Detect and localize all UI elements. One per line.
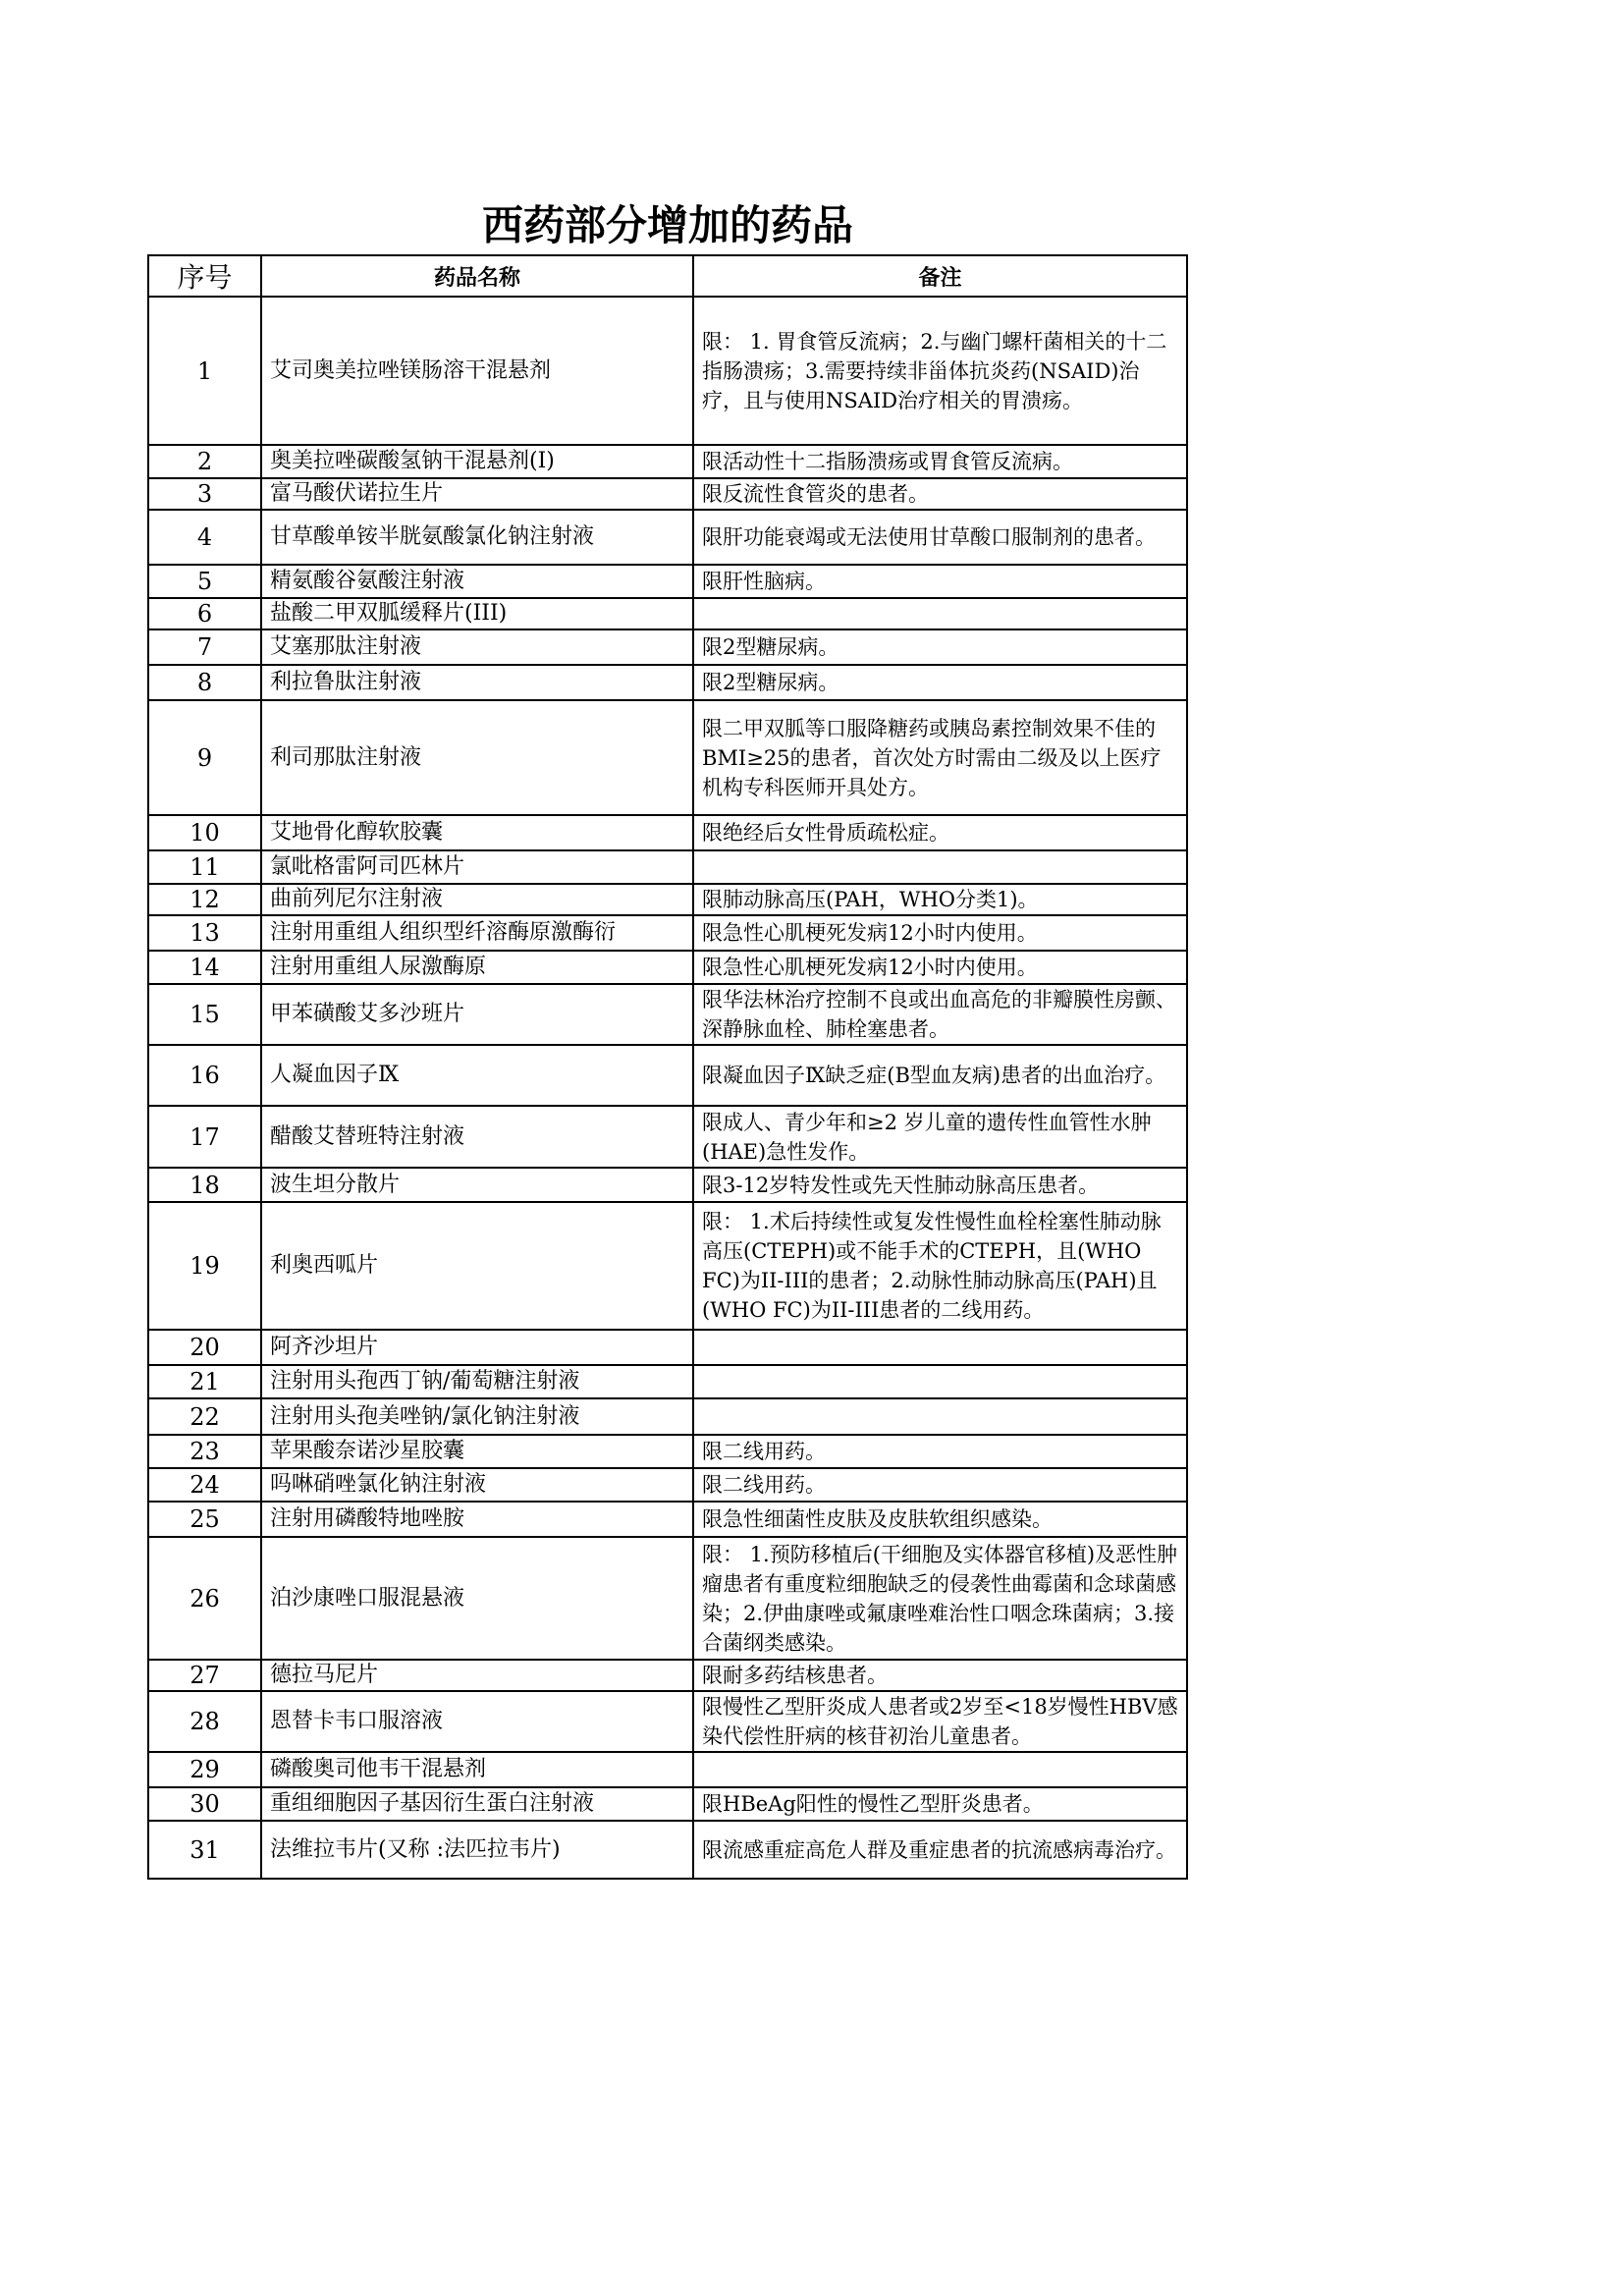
row-number: 13 xyxy=(148,915,261,951)
row-number: 7 xyxy=(148,629,261,665)
row-number: 17 xyxy=(148,1106,261,1168)
row-number: 14 xyxy=(148,951,261,984)
table-row xyxy=(148,1537,1187,1660)
row-number: 4 xyxy=(148,510,261,565)
row-number: 12 xyxy=(148,884,261,915)
drug-name: 注射用重组人组织型纤溶酶原激酶衍 xyxy=(261,915,693,951)
row-number: 3 xyxy=(148,478,261,510)
drug-name: 吗啉硝唑氯化钠注射液 xyxy=(261,1468,693,1502)
page-title: 西药部分增加的药品 xyxy=(481,201,853,249)
drug-name: 曲前列尼尔注射液 xyxy=(261,884,693,915)
drug-note xyxy=(693,850,1187,884)
row-number: 5 xyxy=(148,565,261,598)
row-number: 20 xyxy=(148,1330,261,1365)
drug-name: 法维拉韦片(又称 :法匹拉韦片) xyxy=(261,1821,693,1879)
drug-name: 奥美拉唑碳酸氢钠干混悬剂(Ⅰ) xyxy=(261,445,693,478)
drug-note: 限肺动脉高压(PAH，WHO分类1)。 xyxy=(693,884,1187,915)
table-row xyxy=(148,1106,1187,1168)
table-row xyxy=(148,1821,1187,1879)
table-row xyxy=(148,629,1187,665)
table-row xyxy=(148,1330,1187,1365)
drug-note: 限肝功能衰竭或无法使用甘草酸口服制剂的患者。 xyxy=(693,510,1187,565)
header-no: 序号 xyxy=(148,255,261,297)
drug-note: 限慢性乙型肝炎成人患者或2岁至<18岁慢性HBV感染代偿性肝病的核苷初治儿童患者。 xyxy=(693,1691,1187,1752)
table-row xyxy=(148,1365,1187,1398)
drug-note: 限华法林治疗控制不良或出血高危的非瓣膜性房颤、深静脉血栓、肺栓塞患者。 xyxy=(693,984,1187,1045)
drug-name: 注射用头孢美唑钠/氯化钠注射液 xyxy=(261,1398,693,1435)
row-number: 27 xyxy=(148,1660,261,1691)
table-row xyxy=(148,665,1187,700)
table-row xyxy=(148,915,1187,951)
drug-name: 盐酸二甲双胍缓释片(III) xyxy=(261,598,693,629)
table-row xyxy=(148,510,1187,565)
row-number: 26 xyxy=(148,1537,261,1660)
drug-note xyxy=(693,1398,1187,1435)
row-number: 2 xyxy=(148,445,261,478)
table-header-row xyxy=(148,255,1187,297)
drug-name: 利拉鲁肽注射液 xyxy=(261,665,693,700)
table-row xyxy=(148,815,1187,850)
drug-note xyxy=(693,598,1187,629)
row-number: 24 xyxy=(148,1468,261,1502)
drug-name: 艾塞那肽注射液 xyxy=(261,629,693,665)
drug-name: 醋酸艾替班特注射液 xyxy=(261,1106,693,1168)
drug-name: 磷酸奥司他韦干混悬剂 xyxy=(261,1752,693,1787)
table-row xyxy=(148,1202,1187,1330)
drug-note: 限急性心肌梗死发病12小时内使用。 xyxy=(693,915,1187,951)
table-row xyxy=(148,1398,1187,1435)
drug-note xyxy=(693,1330,1187,1365)
drug-note: 限成人、青少年和≥2 岁儿童的遗传性血管性水肿(HAE)急性发作。 xyxy=(693,1106,1187,1168)
table-row xyxy=(148,1691,1187,1752)
drug-note: 限凝血因子Ⅸ缺乏症(B型血友病)患者的出血治疗。 xyxy=(693,1045,1187,1106)
table-row xyxy=(148,1502,1187,1537)
drug-name: 氯吡格雷阿司匹林片 xyxy=(261,850,693,884)
drug-note xyxy=(693,1752,1187,1787)
drug-name: 德拉马尼片 xyxy=(261,1660,693,1691)
drug-name: 甘草酸单铵半胱氨酸氯化钠注射液 xyxy=(261,510,693,565)
table-row xyxy=(148,1752,1187,1787)
drug-name: 富马酸伏诺拉生片 xyxy=(261,478,693,510)
row-number: 21 xyxy=(148,1365,261,1398)
table-row xyxy=(148,297,1187,445)
drug-name: 阿齐沙坦片 xyxy=(261,1330,693,1365)
drug-note: 限HBeAg阳性的慢性乙型肝炎患者。 xyxy=(693,1787,1187,1821)
drug-name: 注射用磷酸特地唑胺 xyxy=(261,1502,693,1537)
drug-note: 限二线用药。 xyxy=(693,1468,1187,1502)
table-row xyxy=(148,1168,1187,1202)
table-row xyxy=(148,850,1187,884)
drug-name: 艾地骨化醇软胶囊 xyxy=(261,815,693,850)
row-number: 9 xyxy=(148,700,261,815)
drug-name: 注射用重组人尿激酶原 xyxy=(261,951,693,984)
drug-name: 恩替卡韦口服溶液 xyxy=(261,1691,693,1752)
drug-note: 限急性心肌梗死发病12小时内使用。 xyxy=(693,951,1187,984)
table-body xyxy=(148,297,1187,1879)
row-number: 28 xyxy=(148,1691,261,1752)
drug-note: 限反流性食管炎的患者。 xyxy=(693,478,1187,510)
drug-note: 限3-12岁特发性或先天性肺动脉高压患者。 xyxy=(693,1168,1187,1202)
table-row xyxy=(148,598,1187,629)
drug-note: 限二线用药。 xyxy=(693,1435,1187,1468)
table-row xyxy=(148,1787,1187,1821)
row-number: 1 xyxy=(148,297,261,445)
drug-name: 利司那肽注射液 xyxy=(261,700,693,815)
row-number: 30 xyxy=(148,1787,261,1821)
drug-note: 限肝性脑病。 xyxy=(693,565,1187,598)
drug-name: 精氨酸谷氨酸注射液 xyxy=(261,565,693,598)
drug-note: 限： 1.术后持续性或复发性慢性血栓栓塞性肺动脉高压(CTEPH)或不能手术的CTEPH，且(WHO FC)为II-III的患者；2.动脉性肺动脉高压(PAH)且(WHO FC)为II-III患者的二线用药。 xyxy=(693,1202,1187,1330)
drug-note: 限绝经后女性骨质疏松症。 xyxy=(693,815,1187,850)
table-row xyxy=(148,951,1187,984)
drug-name: 人凝血因子Ⅸ xyxy=(261,1045,693,1106)
table-row xyxy=(148,884,1187,915)
row-number: 25 xyxy=(148,1502,261,1537)
drug-note xyxy=(693,1365,1187,1398)
row-number: 18 xyxy=(148,1168,261,1202)
row-number: 8 xyxy=(148,665,261,700)
table-row xyxy=(148,1435,1187,1468)
drug-name: 波生坦分散片 xyxy=(261,1168,693,1202)
header-name: 药品名称 xyxy=(261,255,693,297)
drug-note: 限： 1.预防移植后(干细胞及实体器官移植)及恶性肿瘤患者有重度粒细胞缺乏的侵袭性曲霉菌和念球菌感染；2.伊曲康唑或氟康唑难治性口咽念珠菌病；3.接合菌纲类感染。 xyxy=(693,1537,1187,1660)
row-number: 11 xyxy=(148,850,261,884)
drug-name: 重组细胞因子基因衍生蛋白注射液 xyxy=(261,1787,693,1821)
table-row xyxy=(148,1468,1187,1502)
table-row xyxy=(148,984,1187,1045)
table-row xyxy=(148,565,1187,598)
table-row xyxy=(148,478,1187,510)
row-number: 15 xyxy=(148,984,261,1045)
row-number: 16 xyxy=(148,1045,261,1106)
drug-table xyxy=(147,254,1188,1880)
header-note: 备注 xyxy=(693,255,1187,297)
row-number: 29 xyxy=(148,1752,261,1787)
row-number: 6 xyxy=(148,598,261,629)
row-number: 31 xyxy=(148,1821,261,1879)
drug-name: 艾司奥美拉唑镁肠溶干混悬剂 xyxy=(261,297,693,445)
drug-note: 限耐多药结核患者。 xyxy=(693,1660,1187,1691)
drug-note: 限2型糖尿病。 xyxy=(693,665,1187,700)
table-row xyxy=(148,445,1187,478)
table-row xyxy=(148,700,1187,815)
drug-note: 限： 1. 胃食管反流病；2.与幽门螺杆菌相关的十二指肠溃疡；3.需要持续非甾体抗炎药(NSAID)治疗，且与使用NSAID治疗相关的胃溃疡。 xyxy=(693,297,1187,445)
drug-note: 限流感重症高危人群及重症患者的抗流感病毒治疗。 xyxy=(693,1821,1187,1879)
drug-note: 限活动性十二指肠溃疡或胃食管反流病。 xyxy=(693,445,1187,478)
drug-note: 限2型糖尿病。 xyxy=(693,629,1187,665)
row-number: 10 xyxy=(148,815,261,850)
drug-name: 泊沙康唑口服混悬液 xyxy=(261,1537,693,1660)
drug-note: 限急性细菌性皮肤及皮肤软组织感染。 xyxy=(693,1502,1187,1537)
row-number: 19 xyxy=(148,1202,261,1330)
drug-name: 利奥西呱片 xyxy=(261,1202,693,1330)
drug-name: 注射用头孢西丁钠/葡萄糖注射液 xyxy=(261,1365,693,1398)
row-number: 22 xyxy=(148,1398,261,1435)
table-row xyxy=(148,1045,1187,1106)
table-row xyxy=(148,1660,1187,1691)
row-number: 23 xyxy=(148,1435,261,1468)
drug-note: 限二甲双胍等口服降糖药或胰岛素控制效果不佳的BMI≥25的患者，首次处方时需由二级及以上医疗机构专科医师开具处方。 xyxy=(693,700,1187,815)
drug-name: 甲苯磺酸艾多沙班片 xyxy=(261,984,693,1045)
drug-name: 苹果酸奈诺沙星胶囊 xyxy=(261,1435,693,1468)
